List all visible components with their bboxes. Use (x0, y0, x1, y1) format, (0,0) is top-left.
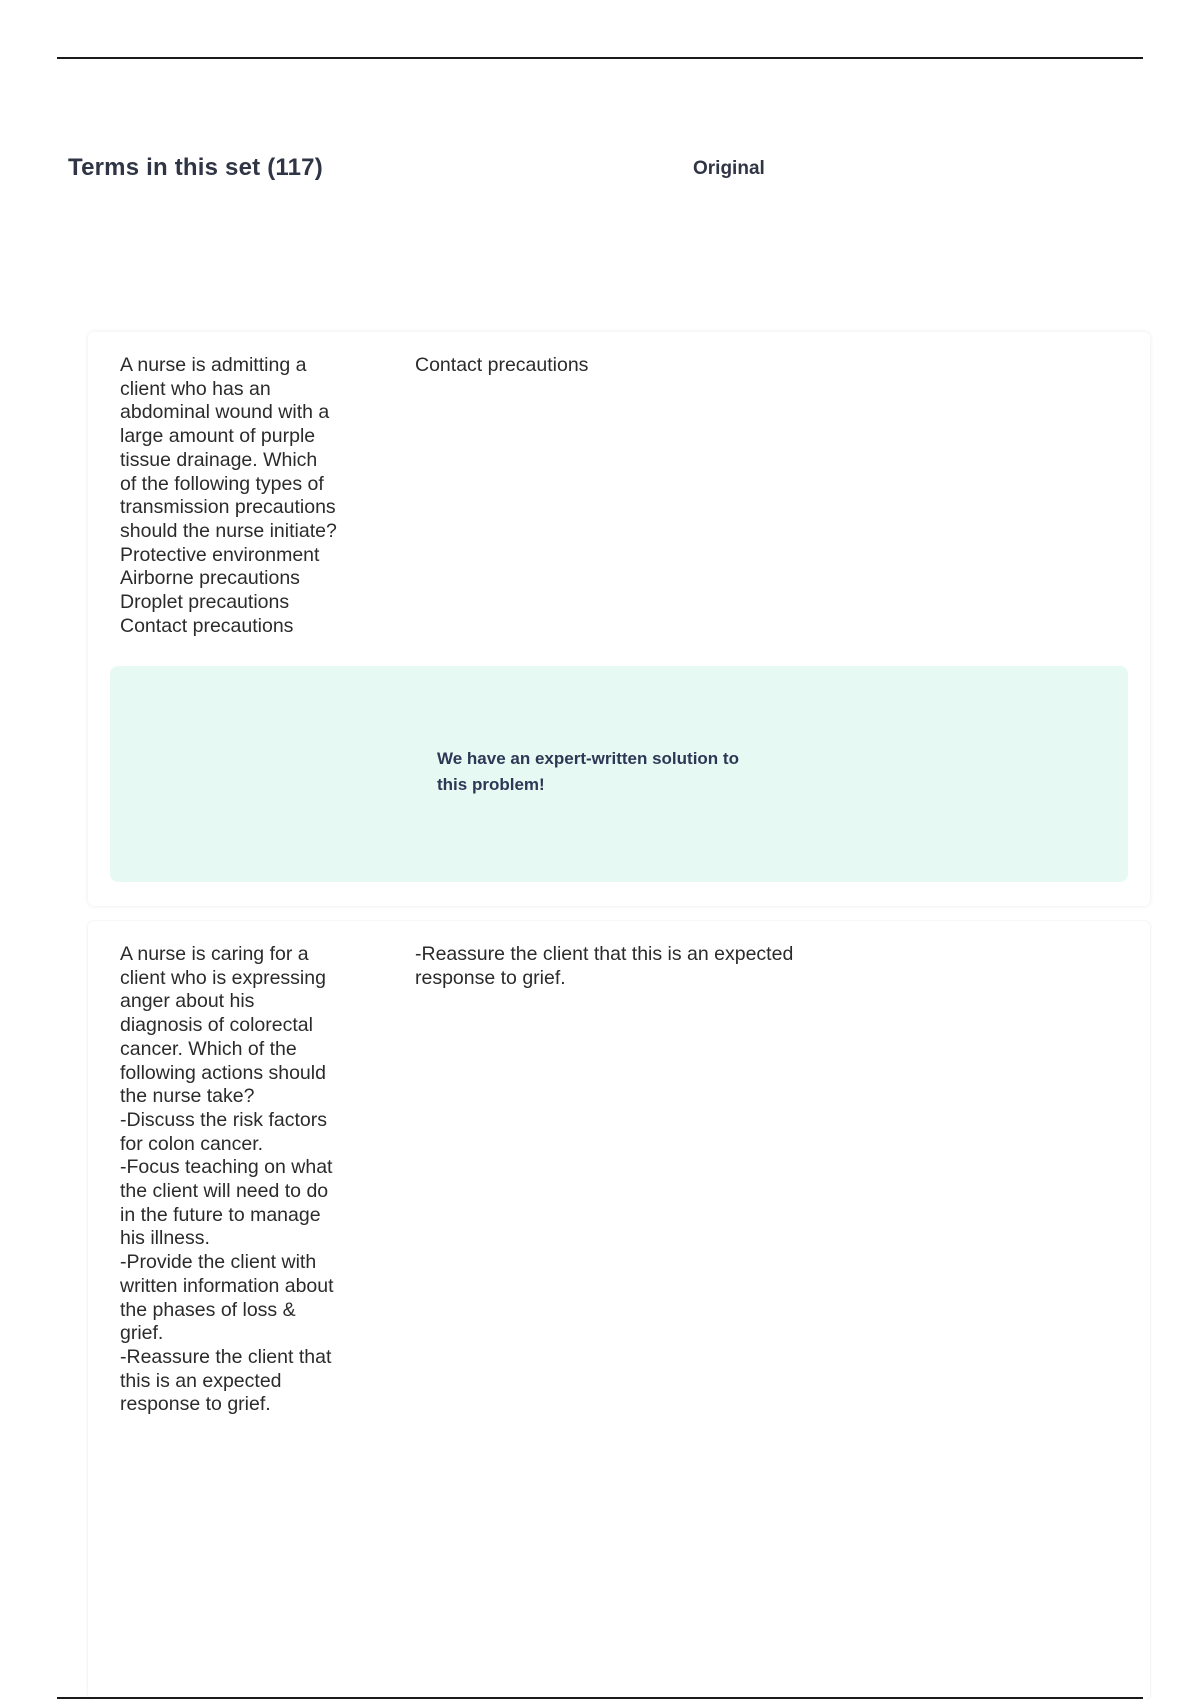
sort-order-label[interactable]: Original (693, 158, 765, 179)
term-card (88, 332, 1150, 906)
page-bottom-rule (57, 1697, 1143, 1699)
expert-solution-text: We have an expert-written solution to this problem! (437, 749, 739, 794)
definition-text: Contact precautions (415, 354, 589, 376)
definition-text: -Reassure the client that this is an expected response to grief. (415, 943, 794, 989)
set-title: Terms in this set (117) (68, 154, 323, 181)
expert-solution-banner[interactable] (110, 666, 1128, 882)
term-card (88, 921, 1150, 1700)
term-text: A nurse is admitting a client who has an abdominal wound with a large amount of purple tissue drainage. Which of the following types of transmission precautions should the nurse initiate? Protective environment Airborne precautions Droplet precautions Contact precautions (120, 354, 337, 637)
page-top-rule (57, 57, 1143, 59)
term-text: A nurse is caring for a client who is expressing anger about his diagnosis of colorectal cancer. Which of the following actions should the nurse take? -Discuss the risk factors for colon cancer. -Focus teaching on what the client will need to do in the future to manage his illness. -Provide the client with written information about the phases of loss & grief. -Reassure the client that this is an expected response to grief. (120, 943, 334, 1416)
